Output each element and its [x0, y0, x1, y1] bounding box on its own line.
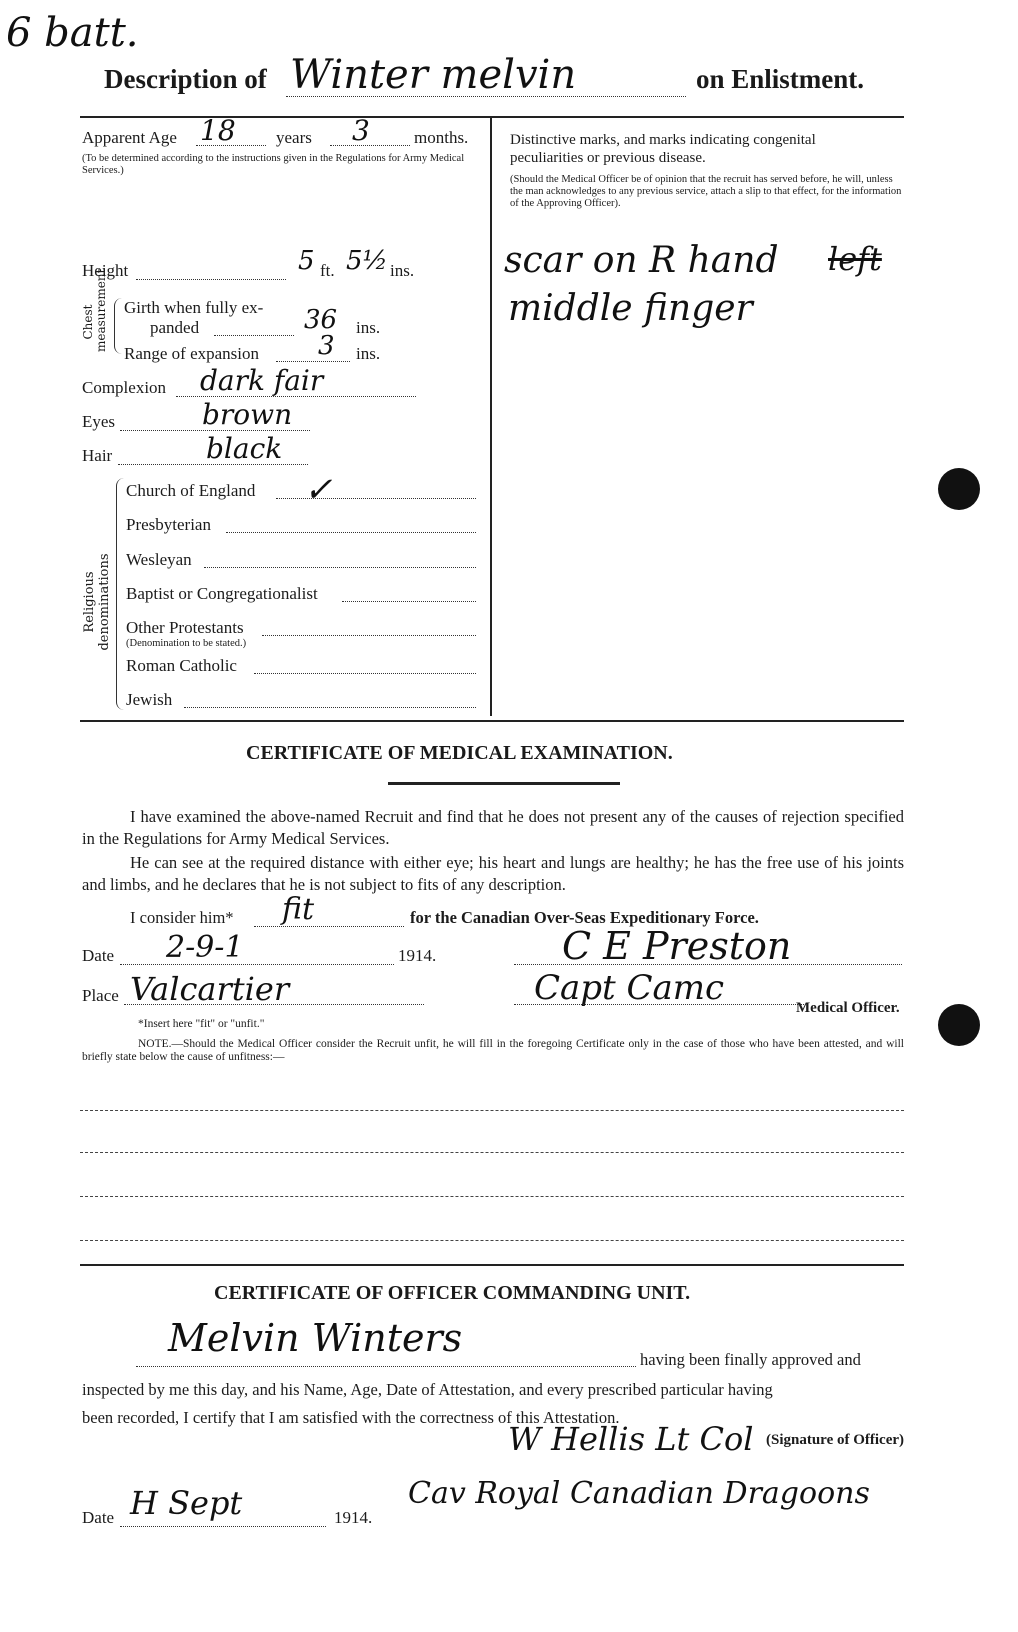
complexion-label: Complexion — [82, 378, 167, 397]
religion-brace — [116, 478, 125, 710]
hair-value: black — [206, 432, 283, 465]
age-years-value: 18 — [200, 114, 236, 147]
place-value: Valcartier — [130, 970, 290, 1008]
girth-label-1: Girth when fully ex- — [124, 298, 264, 317]
medical-title-rule — [388, 782, 620, 785]
medical-signature: C E Preston — [562, 924, 792, 968]
commanding-name-line — [136, 1366, 636, 1367]
corner-note: 6 batt. — [6, 10, 139, 56]
marks-header-1: Distinctive marks, and marks indicating congenital — [510, 132, 816, 148]
mid-rule — [80, 720, 904, 722]
recruit-name: Winter melvin — [290, 52, 577, 98]
commanding-title: CERTIFICATE OF OFFICER COMMANDING UNIT. — [214, 1282, 691, 1304]
commanding-signature: W Hellis Lt Col — [508, 1420, 754, 1458]
punch-hole-top — [938, 468, 980, 510]
height-label: Height — [82, 261, 129, 280]
eyes-label: Eyes — [82, 412, 116, 431]
hair-label: Hair — [82, 446, 113, 465]
range-ins-label: ins. — [356, 344, 381, 363]
complexion-line — [176, 396, 416, 397]
years-label: years — [276, 128, 312, 147]
religion-line-2 — [204, 567, 476, 568]
chest-measurement-label: Chest measurement — [81, 268, 108, 352]
commanding-unit: Cav Royal Canadian Dragoons — [408, 1476, 870, 1511]
apparent-age-label: Apparent Age — [82, 128, 177, 147]
ft-label: ft. — [320, 261, 335, 280]
age-note: (To be determined according to the instructions given in the Regulations for Army Medical Services.) — [82, 153, 465, 176]
height-ft-value: 5 — [298, 246, 315, 276]
height-ins-label: ins. — [390, 261, 415, 280]
marks-strike: left — [828, 240, 882, 278]
girth-label-2: panded — [150, 318, 200, 337]
insert-note: *Insert here "fit" or "unfit." — [138, 1018, 265, 1030]
religion-line-4 — [262, 635, 476, 636]
religion-label: Religious denominations — [82, 553, 112, 651]
marks-header-2: peculiarities or previous disease. — [510, 150, 706, 166]
medical-date-year: 1914. — [398, 946, 437, 965]
place-label: Place — [82, 986, 119, 1005]
medical-title-line — [514, 1004, 804, 1005]
marks-note: (Should the Medical Officer be of opinion that the recruit has served before, he will, unless the man acknowledges to any previous service, attach a slip to that effect, for the information of the Approving Officer). — [510, 174, 902, 209]
religion-line-3 — [342, 601, 476, 602]
age-years-line — [196, 145, 266, 146]
consider-label: I consider him* — [130, 908, 234, 927]
denomination-note: (Denomination to be stated.) — [126, 638, 247, 649]
religion-line-5 — [254, 673, 476, 674]
commanding-date-value: H Sept — [130, 1484, 243, 1522]
unfitness-line-1 — [80, 1110, 904, 1111]
marks-line-2: middle finger — [508, 288, 753, 329]
consider-suffix: for the Canadian Over-Seas Expeditionary Force. — [410, 908, 759, 927]
punch-hole-bottom — [938, 1004, 980, 1046]
religion-other-protestants: Other Protestants — [126, 618, 244, 637]
eyes-value: brown — [202, 398, 293, 431]
religion-wesleyan: Wesleyan — [126, 550, 192, 569]
unfit-note: NOTE.—Should the Medical Officer consider the Recruit unfit, he will fill in the foregoing Certificate only in the case of those who have been attested, and will briefly state below the cause of unfitness:— — [82, 1038, 904, 1063]
heading-prefix: Description of — [104, 64, 267, 94]
girth-ins-label: ins. — [356, 318, 381, 337]
commanding-signature-label: (Signature of Officer) — [766, 1432, 905, 1448]
commanding-date-line — [120, 1526, 326, 1527]
religion-mark-church-of-england: ✓ — [304, 470, 333, 510]
age-months-value: 3 — [352, 114, 370, 147]
medical-date-line — [120, 964, 394, 965]
girth-value: 36 — [304, 305, 338, 335]
complexion-value: dark fair — [200, 364, 324, 397]
religion-roman-catholic: Roman Catholic — [126, 656, 237, 675]
medical-para-1: I have examined the above-named Recruit and find that he does not present any of the causes of rejection specified in the Regulations for Army Medical Services. — [82, 807, 904, 848]
commanding-text-1: having been finally approved and — [640, 1350, 861, 1369]
months-label: months. — [414, 128, 469, 147]
range-label: Range of expansion — [124, 344, 260, 363]
medical-para-2: He can see at the required distance with either eye; his heart and lungs are healthy; he has the free use of his joints and limbs, and he declares that he is not subject to fits of any description. — [82, 853, 904, 894]
medical-date-value: 2-9-1 — [166, 930, 244, 965]
medical-date-label: Date — [82, 946, 115, 965]
column-divider — [490, 116, 492, 716]
medical-title: CERTIFICATE OF MEDICAL EXAMINATION. — [246, 742, 673, 764]
medical-officer-label: Medical Officer. — [796, 1000, 900, 1016]
marks-line-1: scar on R hand — [504, 240, 779, 281]
commanding-text-3: been recorded, I certify that I am satisfied with the correctness of this Attestation. — [82, 1408, 620, 1427]
height-ins-value: 5½ — [346, 246, 388, 276]
commanding-date-year: 1914. — [334, 1508, 373, 1527]
place-line — [124, 1004, 424, 1005]
range-value: 3 — [318, 331, 335, 361]
age-months-line — [330, 145, 410, 146]
consider-value: fit — [282, 892, 315, 927]
unfitness-line-2 — [80, 1152, 904, 1153]
height-leader — [136, 279, 286, 280]
medical-signature-line — [514, 964, 902, 965]
religion-line-6 — [184, 707, 476, 708]
chest-brace — [114, 298, 123, 354]
religion-presbyterian: Presbyterian — [126, 515, 211, 534]
lower-rule — [80, 1264, 904, 1266]
heading-suffix: on Enlistment. — [696, 64, 865, 94]
religion-church-of-england: Church of England — [126, 481, 256, 500]
girth-leader — [214, 335, 294, 336]
unfitness-line-4 — [80, 1240, 904, 1241]
commanding-name-value: Melvin Winters — [168, 1316, 463, 1360]
religion-line-1 — [226, 532, 476, 533]
commanding-text-2: inspected by me this day, and his Name, Age, Date of Attestation, and every prescribed particular having — [82, 1380, 773, 1399]
medical-signature-title: Capt Camc — [534, 968, 725, 1008]
religion-baptist: Baptist or Congregationalist — [126, 584, 318, 603]
unfitness-line-3 — [80, 1196, 904, 1197]
range-line — [276, 361, 350, 362]
commanding-date-label: Date — [82, 1508, 115, 1527]
consider-line — [254, 926, 404, 927]
eyes-line — [120, 430, 310, 431]
hair-line — [118, 464, 308, 465]
religion-jewish: Jewish — [126, 690, 173, 709]
heading-name-line — [286, 96, 686, 97]
